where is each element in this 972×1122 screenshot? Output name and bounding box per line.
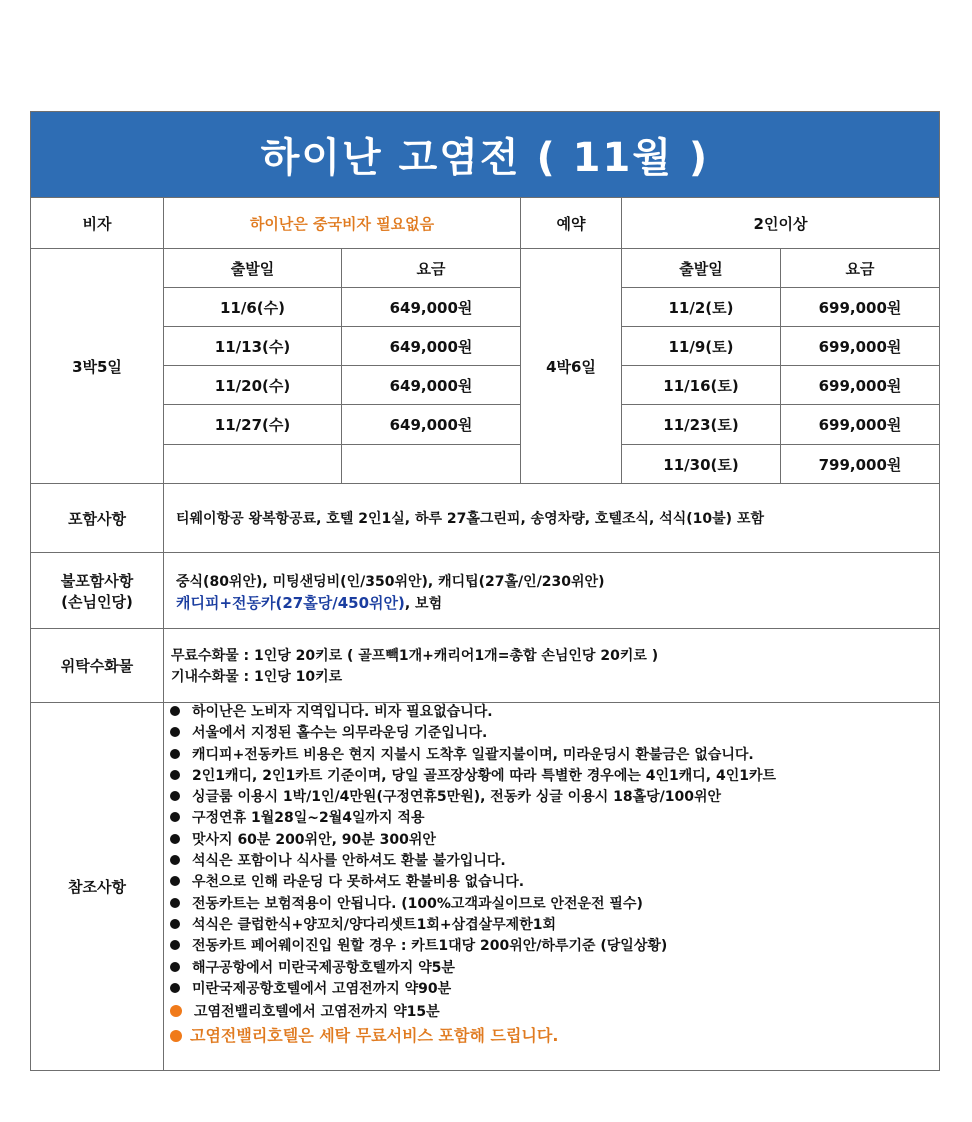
bullet-icon bbox=[170, 749, 180, 759]
bullet-icon bbox=[170, 962, 180, 972]
excluded-label: 불포함사항 bbox=[60, 571, 134, 590]
visa-value: 하이난은 중국비자 필요없음 bbox=[164, 198, 521, 249]
list-item: 맛사지 60분 200위안, 90분 300위안 bbox=[170, 830, 776, 851]
baggage-label: 위탁수화물 bbox=[31, 629, 164, 703]
plan-b-date: 11/30(토) bbox=[622, 445, 781, 484]
list-item: 서울에서 지정된 홀수는 의무라운딩 기준입니다. bbox=[170, 723, 776, 744]
plan-a-date: 11/27(수) bbox=[164, 405, 342, 445]
plan-b-price: 699,000원 bbox=[781, 288, 939, 327]
plan-a-price: 649,000원 bbox=[342, 327, 521, 366]
visa-label: 비자 bbox=[31, 198, 164, 249]
plan-b-header-price: 요금 bbox=[781, 249, 939, 288]
baggage-line-2: 기내수화물 : 1인당 10키로 bbox=[171, 669, 343, 685]
bullet-icon bbox=[170, 706, 180, 716]
notes-label: 참조사항 bbox=[31, 703, 164, 1070]
plan-b-date: 11/16(토) bbox=[622, 366, 781, 405]
list-item: 고염전밸리호텔에서 고염전까지 약15분 bbox=[170, 1000, 776, 1024]
plan-b-price: 699,000원 bbox=[781, 366, 939, 405]
excluded-line-1: 중식(80위안), 미팅샌딩비(인/350위안), 캐디팁(27홀/인/230위안) bbox=[176, 574, 605, 590]
plan-b-price: 699,000원 bbox=[781, 327, 939, 366]
plan-b-date: 11/9(토) bbox=[622, 327, 781, 366]
plan-a-empty-cell bbox=[164, 445, 342, 484]
bullet-icon bbox=[170, 770, 180, 780]
orange-bullet-icon bbox=[170, 1005, 182, 1017]
list-item: 싱글룸 이용시 1박/1인/4만원(구정연휴5만원), 전동카 싱글 이용시 18홀당/100위안 bbox=[170, 787, 776, 808]
plan-a-date: 11/13(수) bbox=[164, 327, 342, 366]
list-item: 전동카트 페어웨이진입 원할 경우 : 카트1대당 200위안/하루기준 (당일상황) bbox=[170, 936, 776, 957]
list-item: 2인1캐디, 2인1카트 기준이며, 당일 골프장상황에 따라 특별한 경우에는 4인1캐디, 4인1카트 bbox=[170, 766, 776, 787]
orange-bullet-icon bbox=[170, 1030, 182, 1042]
baggage-line-1: 무료수화물 : 1인당 20키로 ( 골프빽1개+캐리어1개=총합 손님인당 20키로 ) bbox=[171, 648, 659, 664]
plan-b-price: 799,000원 bbox=[781, 445, 939, 484]
notes-list bbox=[170, 702, 776, 1048]
excluded-line-2 bbox=[176, 592, 442, 613]
included-label: 포함사항 bbox=[31, 484, 164, 553]
plan-b-date: 11/23(토) bbox=[622, 405, 781, 445]
plan-b-price: 699,000원 bbox=[781, 405, 939, 445]
bullet-icon bbox=[170, 812, 180, 822]
included-text: 티웨이항공 왕복항공료, 호텔 2인1실, 하루 27홀그린피, 송영차량, 호텔조식, 석식(10불) 포함 bbox=[176, 511, 764, 527]
plan-a-price: 649,000원 bbox=[342, 366, 521, 405]
plan-a-price: 649,000원 bbox=[342, 405, 521, 445]
list-item: 구정연휴 1월28일~2월4일까지 적용 bbox=[170, 808, 776, 829]
plan-a-empty-cell bbox=[342, 445, 521, 484]
bullet-icon bbox=[170, 855, 180, 865]
bullet-icon bbox=[170, 876, 180, 886]
list-item: 석식은 클럽한식+양꼬치/양다리셋트1회+삼겹살무제한1회 bbox=[170, 915, 776, 936]
bullet-icon bbox=[170, 919, 180, 929]
excluded-label-cell bbox=[31, 553, 164, 629]
plan-a-label: 3박5일 bbox=[31, 249, 164, 484]
bullet-icon bbox=[170, 940, 180, 950]
bullet-icon bbox=[170, 898, 180, 908]
plan-a-date: 11/6(수) bbox=[164, 288, 342, 327]
plan-a-header-date: 출발일 bbox=[164, 249, 342, 288]
bullet-icon bbox=[170, 727, 180, 737]
list-item: 하이난은 노비자 지역입니다. 비자 필요없습니다. bbox=[170, 702, 776, 723]
insurance-text: , 보험 bbox=[404, 596, 443, 612]
page-title: 하이난 고염전 ( 11월 ) bbox=[31, 112, 939, 198]
list-item: 전동카트는 보험적용이 안됩니다. (100%고객과실이므로 안전운전 필수) bbox=[170, 894, 776, 915]
caddie-cart-fee: 캐디피+전동카(27홀당/450위안) bbox=[176, 594, 405, 612]
plan-b-date: 11/2(토) bbox=[622, 288, 781, 327]
plan-a-date: 11/20(수) bbox=[164, 366, 342, 405]
booking-value: 2인이상 bbox=[622, 198, 939, 249]
booking-label: 예약 bbox=[521, 198, 622, 249]
plan-a-price: 649,000원 bbox=[342, 288, 521, 327]
list-item: 석식은 포함이나 식사를 안하셔도 환불 불가입니다. bbox=[170, 851, 776, 872]
list-item: 미란국제공항호텔에서 고염전까지 약90분 bbox=[170, 979, 776, 1000]
list-item: 해구공항에서 미란국제공항호텔까지 약5분 bbox=[170, 958, 776, 979]
list-item: 고염전밸리호텔은 세탁 무료서비스 포함해 드립니다. bbox=[170, 1024, 776, 1048]
bullet-icon bbox=[170, 834, 180, 844]
list-item: 캐디피+전동카트 비용은 현지 지불시 도착후 일괄지불이며, 미라운딩시 환불금은 없습니다. bbox=[170, 745, 776, 766]
plan-b-header-date: 출발일 bbox=[622, 249, 781, 288]
plan-b-label: 4박6일 bbox=[521, 249, 622, 484]
bullet-icon bbox=[170, 791, 180, 801]
list-item: 우천으로 인해 라운딩 다 못하셔도 환불비용 없습니다. bbox=[170, 872, 776, 893]
bullet-icon bbox=[170, 983, 180, 993]
excluded-sublabel: (손님인당) bbox=[61, 592, 133, 611]
excluded-value-cell bbox=[164, 553, 939, 629]
plan-a-header-price: 요금 bbox=[342, 249, 521, 288]
